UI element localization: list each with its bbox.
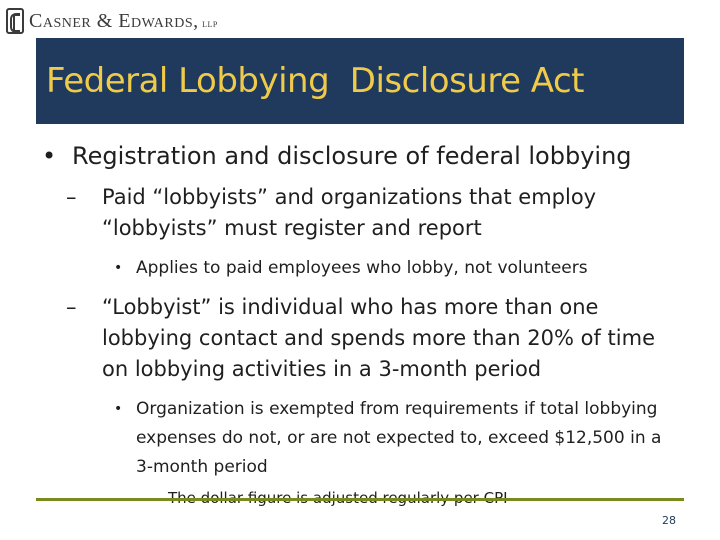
bullet-level3	[114, 395, 676, 482]
bullet-level2	[66, 292, 662, 385]
bullet-text: Organization is exempted from requirements if total lobbying expenses do not, or are not expected to, exceed $12,500 in a 3-month period	[136, 399, 662, 477]
bullet-dot-icon: •	[42, 142, 57, 170]
firm-logo	[6, 7, 218, 35]
bullet-dot-icon: •	[114, 401, 123, 417]
bullet-level1	[36, 140, 696, 172]
bullet-level3	[114, 254, 676, 283]
bullet-text: Registration and disclosure of federal lobbying	[72, 142, 632, 170]
bullet-dot-icon: •	[114, 260, 123, 276]
page-number: 28	[662, 514, 676, 527]
bullet-dash-icon: –	[66, 295, 77, 319]
firm-logo-icon	[6, 8, 24, 34]
slide-title-bar	[36, 38, 684, 124]
bullet-level2	[66, 182, 662, 244]
firm-name: Casner & Edwards, llp	[29, 9, 218, 32]
bullet-text: “Lobbyist” is individual who has more than one lobbying contact and spends more than 20% of time on lobbying activities in a 3-month period	[102, 295, 655, 381]
footer-divider	[36, 498, 684, 501]
bullet-dash-icon: –	[66, 185, 77, 209]
bullet-text: Applies to paid employees who lobby, not volunteers	[136, 258, 588, 278]
slide-title: Federal Lobbying Disclosure Act	[46, 61, 584, 101]
bullet-text: Paid “lobbyists” and organizations that employ “lobbyists” must register and report	[102, 185, 597, 240]
